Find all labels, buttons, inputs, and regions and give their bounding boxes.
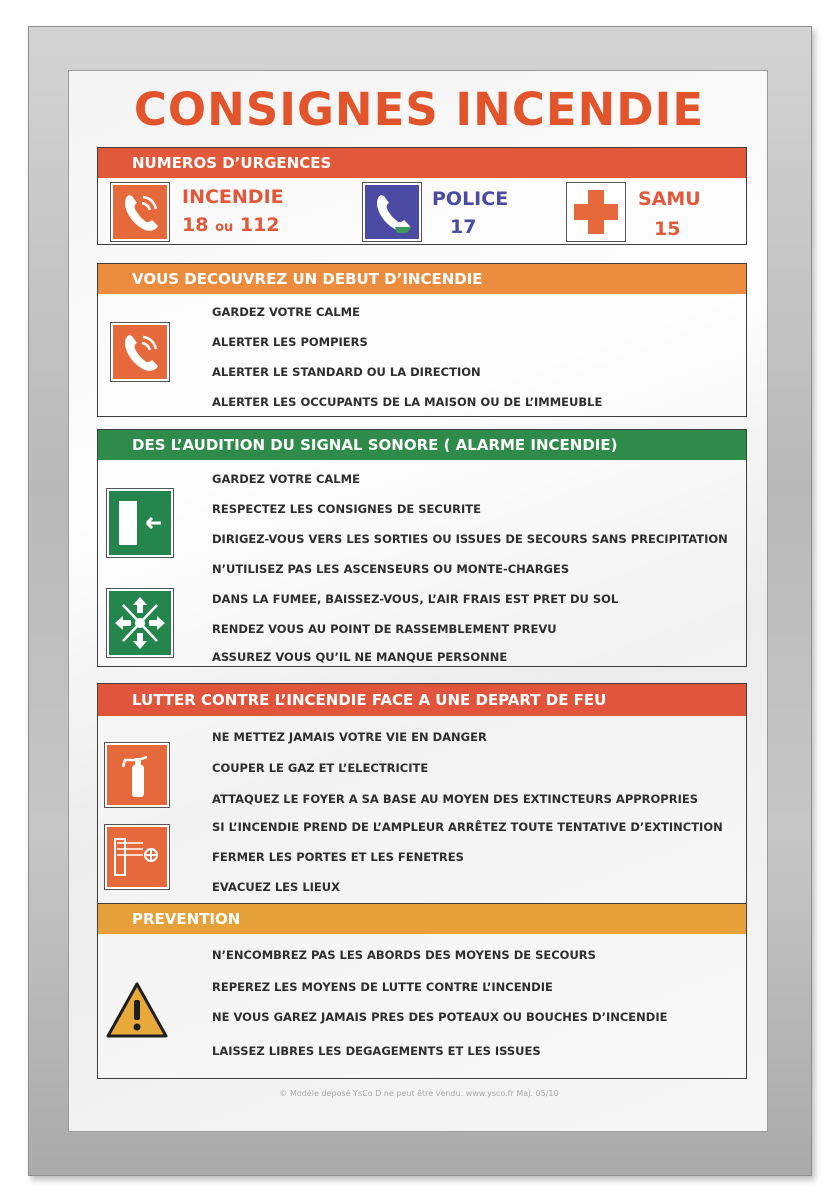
- incendie-number: [182, 214, 280, 236]
- incendie-num-18: 18: [182, 214, 209, 236]
- section-header-prevention: PREVENTION: [98, 904, 746, 934]
- list-item: N’UTILISEZ PAS LES ASCENSEURS OU MONTE-CHARGES: [212, 562, 570, 576]
- list-item: ASSUREZ VOUS QU’IL NE MANQUE PERSONNE: [212, 650, 508, 664]
- section-header-lutter: LUTTER CONTRE L’INCENDIE FACE A UNE DEPART DE FEU: [98, 684, 746, 716]
- samu-number: 15: [654, 218, 681, 240]
- list-item: ATTAQUEZ LE FOYER A SA BASE AU MOYEN DES EXTINCTEURS APPROPRIES: [212, 792, 699, 806]
- section-header-urgences: NUMEROS D’URGENCES: [98, 148, 746, 178]
- list-item: NE VOUS GAREZ JAMAIS PRES DES POTEAUX OU BOUCHES D’INCENDIE: [212, 1010, 668, 1024]
- fire-extinguisher-icon: [104, 742, 170, 808]
- section-prevention: [97, 903, 747, 1079]
- incendie-sep: ou: [215, 220, 234, 235]
- section-decouverte: [97, 263, 747, 417]
- list-item: RESPECTEZ LES CONSIGNES DE SECURITE: [212, 502, 481, 516]
- list-item: ALERTER LES POMPIERS: [212, 335, 368, 349]
- assembly-point-icon: [106, 588, 174, 658]
- list-item: GARDEZ VOTRE CALME: [212, 472, 360, 486]
- list-item: REPEREZ LES MOYENS DE LUTTE CONTRE L’INCENDIE: [212, 980, 553, 994]
- list-item: DANS LA FUMEE, BAISSEZ-VOUS, L’AIR FRAIS EST PRET DU SOL: [212, 592, 619, 606]
- list-item: LAISSEZ LIBRES LES DEGAGEMENTS ET LES ISSUES: [212, 1044, 541, 1058]
- section-header-alarme: DES L’AUDITION DU SIGNAL SONORE ( ALARME INCENDIE): [98, 430, 746, 460]
- list-item: DIRIGEZ-VOUS VERS LES SORTIES OU ISSUES DE SECOURS SANS PRECIPITATION: [212, 532, 728, 546]
- section-urgences: [97, 147, 747, 245]
- list-item: COUPER LE GAZ ET L’ELECTRICITE: [212, 761, 429, 775]
- footer-copyright: © Modèle deposé YsCo D ne peut être vendu. www.ysco.fr Maj. 05/10: [279, 1089, 559, 1098]
- section-lutter: [97, 683, 747, 909]
- list-item: SI L’INCENDIE PREND DE L’AMPLEUR ARRÊTEZ TOUTE TENTATIVE D’EXTINCTION: [212, 820, 723, 834]
- list-item: N’ENCOMBREZ PAS LES ABORDS DES MOYENS DE SECOURS: [212, 948, 596, 962]
- incendie-label: INCENDIE: [182, 186, 284, 208]
- list-item: GARDEZ VOTRE CALME: [212, 305, 360, 319]
- page-title: CONSIGNES INCENDIE: [133, 83, 705, 136]
- exit-door-icon: [106, 488, 174, 558]
- red-cross-icon-samu: [566, 182, 626, 242]
- warning-icon: [104, 980, 170, 1040]
- list-item: NE METTEZ JAMAIS VOTRE VIE EN DANGER: [212, 730, 487, 744]
- list-item: EVACUEZ LES LIEUX: [212, 880, 340, 894]
- list-item: RENDEZ VOUS AU POINT DE RASSEMBLEMENT PREVU: [212, 622, 557, 636]
- list-item: ALERTER LE STANDARD OU LA DIRECTION: [212, 365, 481, 379]
- list-item: FERMER LES PORTES ET LES FENETRES: [212, 850, 464, 864]
- samu-label: SAMU: [638, 188, 701, 210]
- poster: [68, 70, 768, 1132]
- section-alarme: [97, 429, 747, 667]
- phone-icon-alert: [110, 322, 170, 382]
- fire-hose-icon: [104, 824, 170, 890]
- list-item: ALERTER LES OCCUPANTS DE LA MAISON OU DE L’IMMEUBLE: [212, 395, 603, 409]
- incendie-num-112: 112: [239, 214, 280, 236]
- phone-icon-police: [362, 182, 422, 242]
- police-label: POLICE: [432, 188, 509, 210]
- police-number: 17: [450, 216, 477, 238]
- phone-icon-incendie: [110, 182, 170, 242]
- section-header-decouverte: VOUS DECOUVREZ UN DEBUT D’INCENDIE: [98, 264, 746, 294]
